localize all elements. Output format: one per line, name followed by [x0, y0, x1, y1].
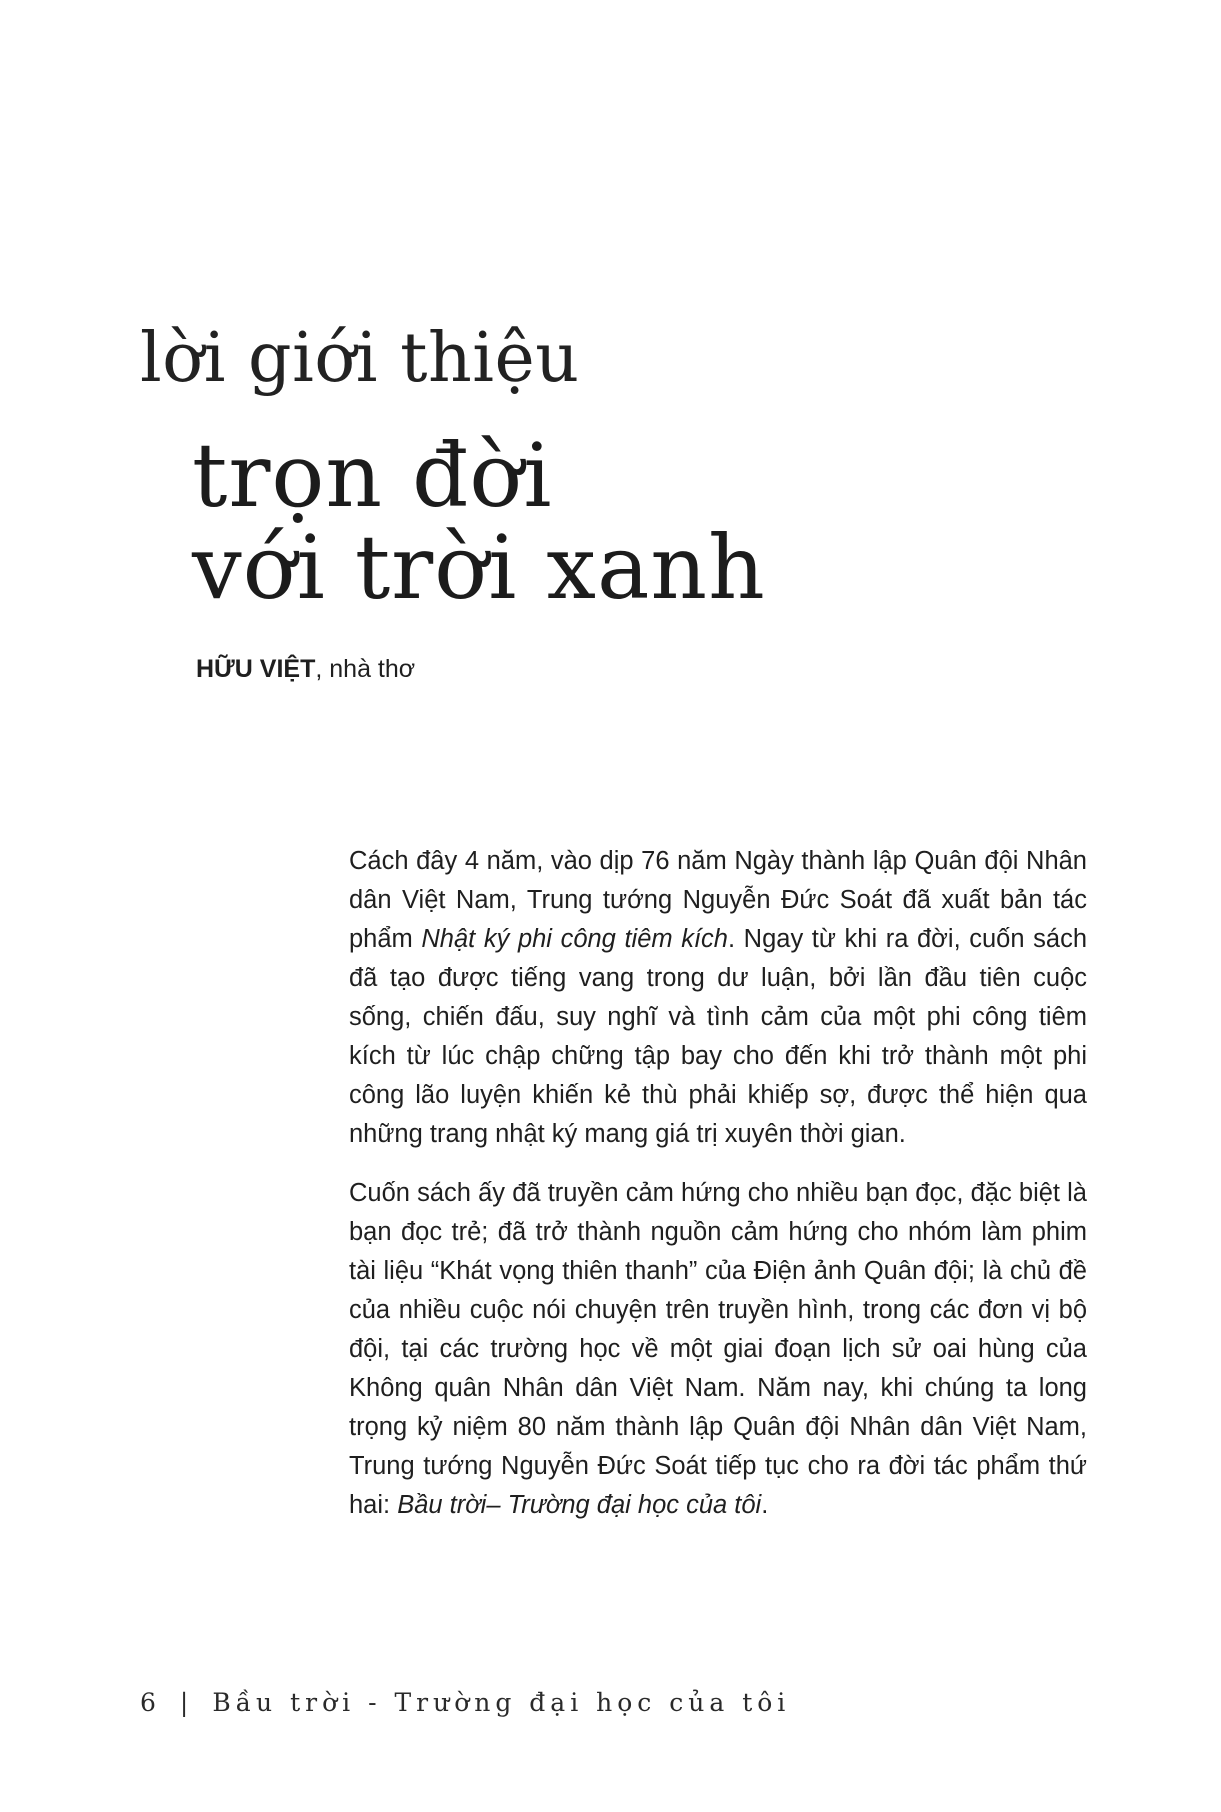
section-kicker: lời giới thiệu [140, 319, 580, 398]
page-footer [140, 1688, 790, 1717]
paragraph-2-text-b: . [761, 1491, 769, 1519]
paragraph-2 [349, 1174, 1087, 1525]
chapter-title [192, 424, 766, 619]
byline-role: , nhà thơ [315, 655, 416, 683]
paragraph-1-text-a: Cách đây 4 năm, vào dịp 76 năm Ngày thành lập Quân đội Nhân dân Việt Nam, Trung tướng Nguyễn Đức Soát đã xuất bản tác phẩm [349, 847, 1087, 953]
byline [196, 655, 415, 684]
paragraph-1-text-b: . Ngay từ khi ra đời, cuốn sách đã tạo được tiếng vang trong dư luận, bởi lần đầu tiên cuộc sống, chiến đấu, suy nghĩ và tình cảm của một phi công tiêm kích từ lúc chập chững tập bay cho đến khi trở thành một phi công lão luyện khiến kẻ thù phải khiếp sợ, được thể hiện qua những trang nhật ký mang giá trị xuyên thời gian. [349, 925, 1088, 1148]
chapter-title-line-2: với trời xanh [192, 516, 766, 619]
page-number: 6 [140, 1688, 156, 1717]
body-text [349, 842, 1087, 1545]
paragraph-2-text-a: Cuốn sách ấy đã truyền cảm hứng cho nhiều bạn đọc, đặc biệt là bạn đọc trẻ; đã trở thành nguồn cảm hứng cho nhóm làm phim tài liệu “Khát vọng thiên thanh” của Điện ảnh Quân đội; là chủ đề của nhiều cuộc nói chuyện trên truyền hình, trong các đơn vị bộ đội, tại các trường học về một giai đoạn lịch sử oai hùng của Không quân Nhân dân Việt Nam. Năm nay, khi chúng ta long trọng kỷ niệm 80 năm thành lập Quân đội Nhân dân Việt Nam, Trung tướng Nguyễn Đức Soát tiếp tục cho ra đời tác phẩm thứ hai: [349, 1179, 1087, 1519]
book-title-2: Bầu trời– Trường đại học của tôi [397, 1491, 762, 1519]
paragraph-1 [349, 842, 1087, 1154]
footer-separator: | [179, 1688, 189, 1717]
byline-author: HỮU VIỆT [196, 655, 316, 683]
book-title-1: Nhật ký phi công tiêm kích [421, 925, 728, 953]
running-title: Bầu trời - Trường đại học của tôi [212, 1688, 791, 1717]
chapter-title-line-1: trọn đời [192, 424, 553, 527]
